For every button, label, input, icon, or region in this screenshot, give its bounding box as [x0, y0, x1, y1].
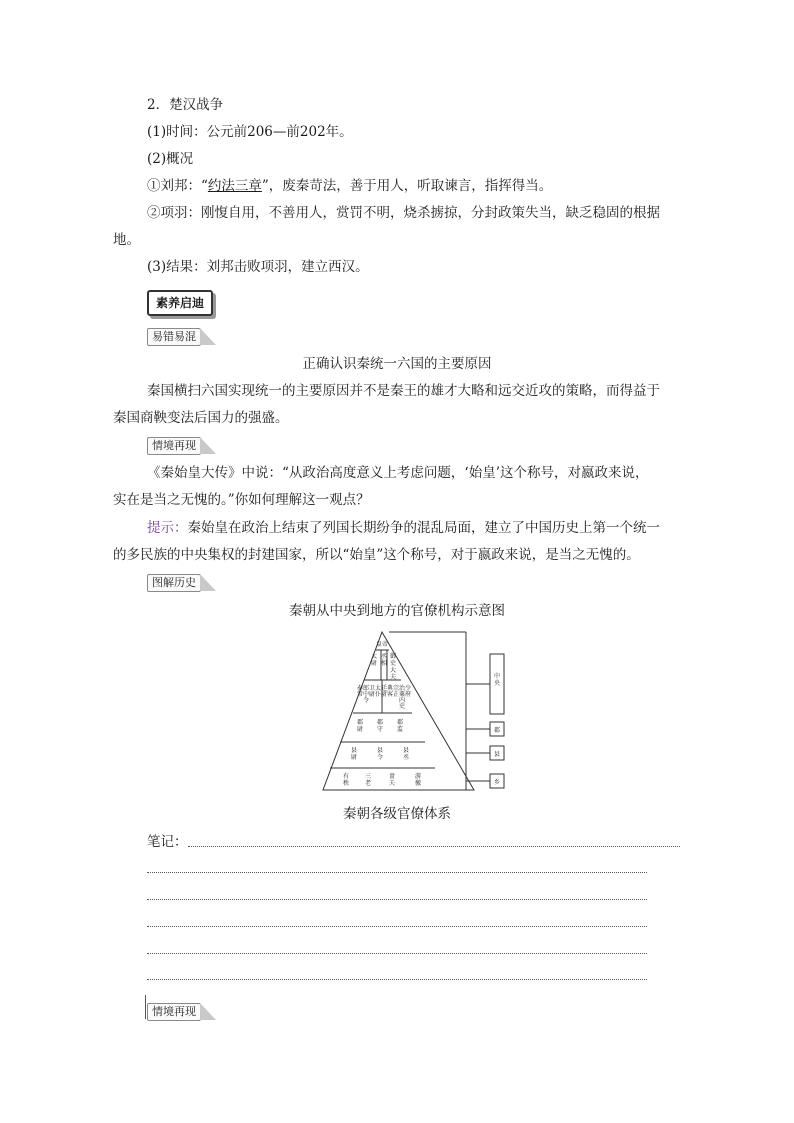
easy-mistake-line1: 秦国横扫六国实现统一的主要原因并不是秦王的雄才大略和远交近攻的策略，而得益于	[147, 383, 660, 399]
liubang-line	[147, 176, 552, 196]
fold-corner-icon	[200, 437, 216, 454]
notes-line[interactable]	[188, 846, 680, 847]
notes-line[interactable]	[147, 899, 647, 900]
liubang-rest: ”，废秦苛法，善于用人，听取谏言，指挥得当。	[261, 178, 553, 194]
scenario-line2: 实在是当之无愧的。”你如何理解这一观点？	[113, 492, 370, 508]
notes-line[interactable]	[147, 953, 647, 954]
county-official-label: 县尉	[350, 747, 358, 761]
township-official-label: 有秩	[342, 773, 350, 787]
section-bracket	[145, 995, 146, 1019]
minister-label: 典客	[386, 685, 394, 698]
minister-label: 宗正	[392, 685, 400, 698]
notes-line[interactable]	[147, 979, 647, 980]
scenario-tag-2	[147, 1003, 201, 1021]
hint-text1: 秦始皇在政治上结束了列国长期纷争的混乱局面，建立了中国历史上第一个统一	[187, 520, 660, 536]
section-heading: 2．楚汉战争	[147, 97, 224, 113]
central-official-label: 御史大夫	[389, 653, 397, 681]
township-official-label: 啬夫	[388, 773, 396, 787]
easy-mistake-line2: 秦国商鞅变法后国力的强盛。	[113, 410, 289, 426]
hint-line1	[147, 518, 660, 538]
scenario-tag-2-label: 情境再现	[152, 1005, 196, 1018]
side-label-commandery: 郡	[493, 727, 501, 734]
easy-mistake-tag	[147, 328, 201, 346]
diagram-tag	[147, 574, 201, 592]
notes-label: 笔记：	[147, 834, 188, 850]
township-official-label: 游徼	[414, 773, 422, 787]
diagram-title: 秦朝从中央到地方的官僚机构示意图	[289, 603, 505, 619]
fold-corner-icon	[200, 328, 216, 345]
side-label-county: 县	[493, 751, 501, 758]
easy-mistake-tag-label: 易错易混	[152, 330, 196, 343]
commandery-official-label: 郡守	[376, 719, 384, 733]
notes-line[interactable]	[147, 872, 647, 873]
fold-corner-icon	[200, 1003, 216, 1020]
time-line: (1)时间：公元前206—前202年。	[147, 124, 353, 140]
scenario-line1: 《秦始皇大传》中说：“从政治高度意义上考虑问题，‘始皇’这个称号，对嬴政来说，	[147, 465, 649, 481]
county-official-label: 县丞	[402, 747, 410, 761]
emperor-label: 皇帝	[375, 641, 389, 648]
hint-label: 提示：	[147, 520, 188, 536]
result-line: (3)结果：刘邦击败项羽，建立西汉。	[147, 259, 369, 275]
overview-label: (2)概况	[147, 151, 194, 167]
xiangyu-line2: 地。	[113, 232, 140, 248]
minister-label: 太仆	[374, 685, 382, 698]
hint-line2: 的多民族的中央集权的封建国家，所以“始皇”这个称号，对于嬴政来说，是当之无愧的。	[113, 547, 640, 563]
minister-label: 廷尉	[380, 685, 388, 698]
easy-mistake-title: 正确认识秦统一六国的主要原因	[302, 356, 492, 372]
minister-label: 郎中令	[362, 685, 370, 704]
county-official-label: 县令	[376, 747, 384, 761]
yuefasanzhang-link[interactable]: 约法三章	[207, 178, 262, 194]
commandery-official-label: 郡监	[396, 719, 404, 733]
commandery-official-label: 郡尉	[356, 719, 364, 733]
side-label-township: 乡	[493, 779, 501, 786]
diagram-tag-label: 图解历史	[152, 576, 196, 589]
minister-label: 奉常	[356, 685, 364, 698]
scenario-tag	[147, 437, 201, 455]
xiangyu-line1: ②项羽：刚愎自用，不善用人，赏罚不明，烧杀掳掠，分封政策失当，缺乏稳固的根据	[147, 205, 660, 221]
fold-corner-icon	[200, 574, 216, 591]
township-official-label: 三老	[364, 773, 372, 787]
minister-label: 卫尉	[368, 685, 376, 698]
liubang-prefix: ①刘邦：“	[147, 178, 208, 194]
central-official-label: 太尉	[370, 653, 378, 667]
literacy-badge: 素养启迪	[147, 290, 213, 316]
minister-label: 治粟内史	[398, 685, 406, 710]
scenario-tag-label: 情境再现	[152, 439, 196, 452]
bureaucracy-pyramid	[318, 628, 508, 794]
side-label-central: 中央	[493, 673, 501, 687]
central-official-label: 丞相	[380, 653, 388, 667]
minister-label: 少府	[404, 685, 412, 698]
pyramid-outline	[323, 632, 474, 790]
diagram-caption: 秦朝各级官僚体系	[343, 806, 451, 822]
notes-line[interactable]	[147, 926, 647, 927]
